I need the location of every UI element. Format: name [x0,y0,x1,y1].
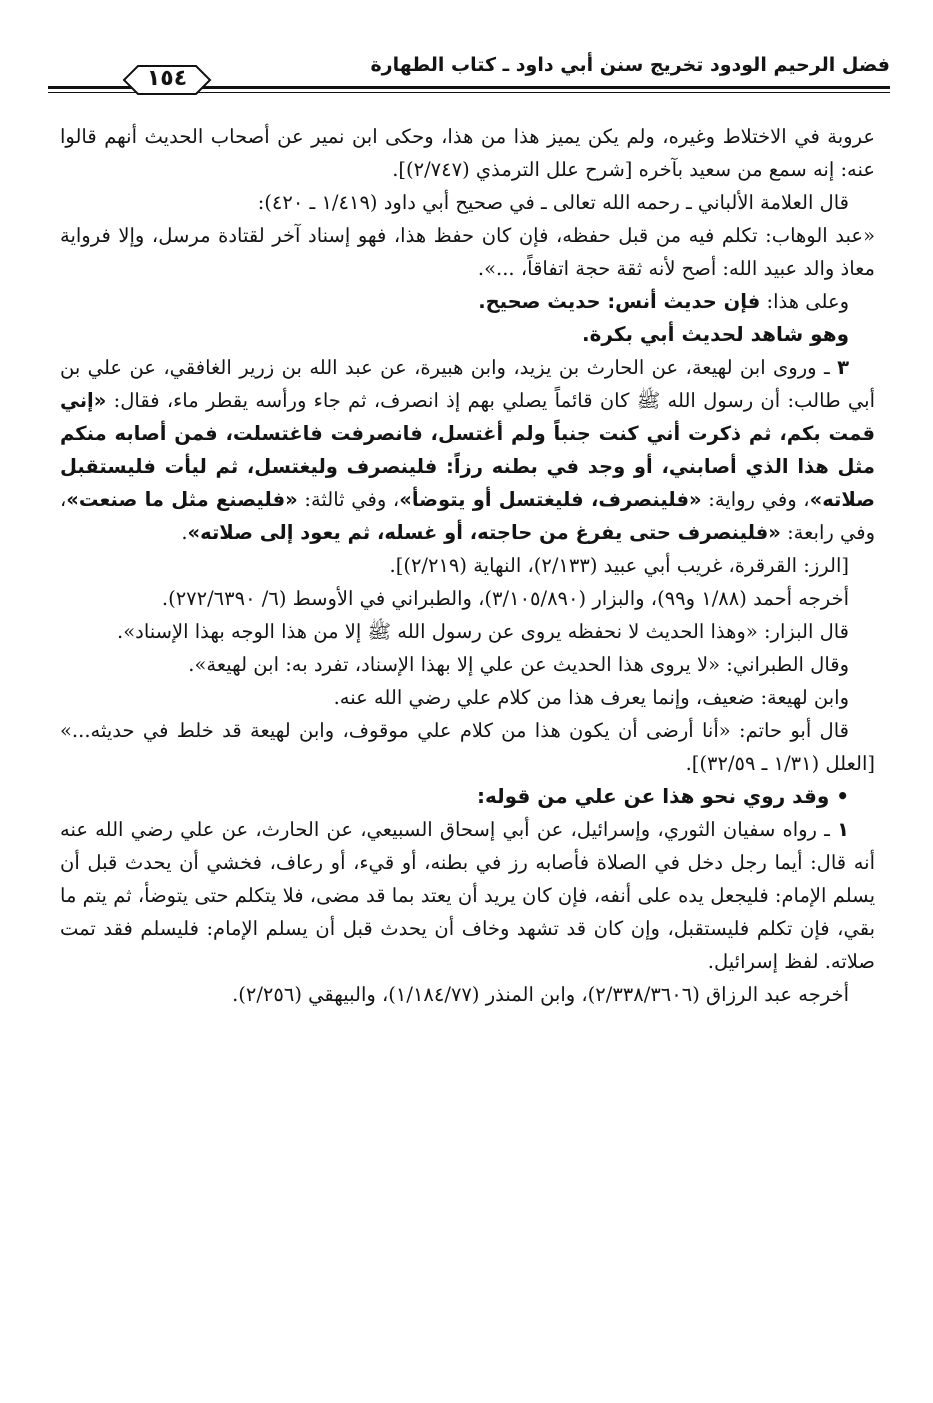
paragraph-6 [60,351,875,549]
paragraph-6-end: . [181,521,188,544]
page-header [48,50,890,102]
page-number-badge [120,62,214,98]
paragraph-8-takhrij: أخرجه أحمد (١/٨٨ و٩٩)، والبزار (٣/١٠٥/٨٩٠)، والطبراني في الأوسط (٦/ ٢٧٢/٦٣٩٠). [161,587,849,610]
paragraph-12-abu-hatim: قال أبو حاتم: «أنا أرضى أن يكون هذا من كلام علي موقوف، وابن لهيعة قد خلط في حديثه...» [العلل (١/٣١ ـ ٣٢/٥٩)]. [60,719,875,775]
paragraph-2: قال العلامة الألباني ـ رحمه الله تعالى ـ في صحيح أبي داود (١/٤١٩ ـ ٤٢٠): [257,191,849,214]
paragraph-4-prefix: وعلى هذا: [760,290,849,313]
page-body [60,120,875,1380]
paragraph-6-mid-2: ، وفي ثالثة: [297,488,400,511]
paragraph-3-quote: «عبد الوهاب: تكلم فيه من قبل حفظه، فإن كان حفظ هذا، فهو إسناد آخر لقتادة مرسل، وإلا فرواية معاذ والد عبيد الله: أصح لأنه ثقة حجة اتفاقاً، ...». [60,224,875,280]
item-number-1: ١ [837,818,849,841]
hadith-quote-2: «فلينصرف، فليغتسل أو يتوضأ» [399,488,702,511]
hadith-quote-1: «إني قمت بكم، ثم ذكرت أني كنت جنباً ولم أغتسل، فانصرفت فاغتسلت، فمن أصابه منكم مثل هذا الذي أصابني، أو وجد في بطنه رزاً: فلينصرف وليغتسل، ثم ليأت فليستقبل صلاته» [60,389,875,511]
paragraph-15-takhrij: أخرجه عبد الرزاق (٢/٣٣٨/٣٦٠٦)، وابن المنذر (١/١٨٤/٧٧)، والبيهقي (٢/٢٥٦). [232,983,849,1006]
paragraph-9-bazzar: قال البزار: «وهذا الحديث لا نحفظه يروى عن رسول الله ﷺ إلا من هذا الوجه بهذا الإسناد». [117,620,849,643]
hadith-quote-3: «فليصنع مثل ما صنعت» [66,488,298,511]
paragraph-14 [60,813,875,978]
hadith-quote-4: «فلينصرف حتى يفرغ من حاجته، أو غسله، ثم يعود إلى صلاته» [187,521,781,544]
item-number-3: ٣ [837,356,849,379]
paragraph-14-text: ـ رواه سفيان الثوري، وإسرائيل، عن أبي إسحاق السبيعي، عن الحارث، عن علي رضي الله عنه أنه قال: أيما رجل دخل في الصلاة فأصابه رز في بطنه، أو قيء، أو رعاف، فخشي أن يحدث قبل أن يسلم الإمام: فليجعل يده على أنفه، فإن كان يريد أن يعتد بما قد مضى، فلا يتكلم حتى يتوضأ، ثم يتم ما بقي، فإن تكلم فليستقبل، وإن كان قد تشهد وخاف أن يحدث قبل أن يسلم الإمام: فليسلم فقد تمت صلاته. لفظ إسرائيل. [60,818,875,973]
paragraph-4-verdict: فإن حديث أنس: حديث صحيح. [478,290,761,313]
paragraph-6-mid-1: ، وفي رواية: [701,488,810,511]
paragraph-4 [60,285,875,318]
paragraph-7-gloss: [الرز: القرقرة، غريب أبي عبيد (٢/١٣٣)، النهاية (٢/٢١٩)]. [389,554,849,577]
paragraph-10-tabarani: وقال الطبراني: «لا يروى هذا الحديث عن علي إلا بهذا الإسناد، تفرد به: ابن لهيعة». [188,653,849,676]
paragraph-1: عروبة في الاختلاط وغيره، ولم يكن يميز هذا من هذا، وحكى ابن نمير عن أصحاب الحديث أنهم قالوا عنه: إنه سمع من سعيد بآخره [شرح علل الترمذي (٢/٧٤٧)]. [60,125,875,181]
page-number: ١٥٤ [146,66,188,91]
paragraph-11: وابن لهيعة: ضعيف، وإنما يعرف هذا من كلام علي رضي الله عنه. [333,686,849,709]
paragraph-5-shahid: وهو شاهد لحديث أبي بكرة. [581,322,849,346]
paragraph-6-mid-3: ، وفي رابعة: [60,488,875,544]
paragraph-6-text: ـ وروى ابن لهيعة، عن الحارث بن يزيد، وابن هبيرة، عن عبد الله بن زرير الغافقي، عن علي بن أبي طالب: أن رسول الله ﷺ كان قائماً يصلي بهم إذ انصرف، ثم جاء ورأسه يقطر ماء، فقال: [60,356,875,412]
section-heading: • وقد روي نحو هذا عن علي من قوله: [477,784,849,808]
running-title: فضل الرحيم الودود تخريج سنن أبي داود ـ كتاب الطهارة [370,54,890,76]
